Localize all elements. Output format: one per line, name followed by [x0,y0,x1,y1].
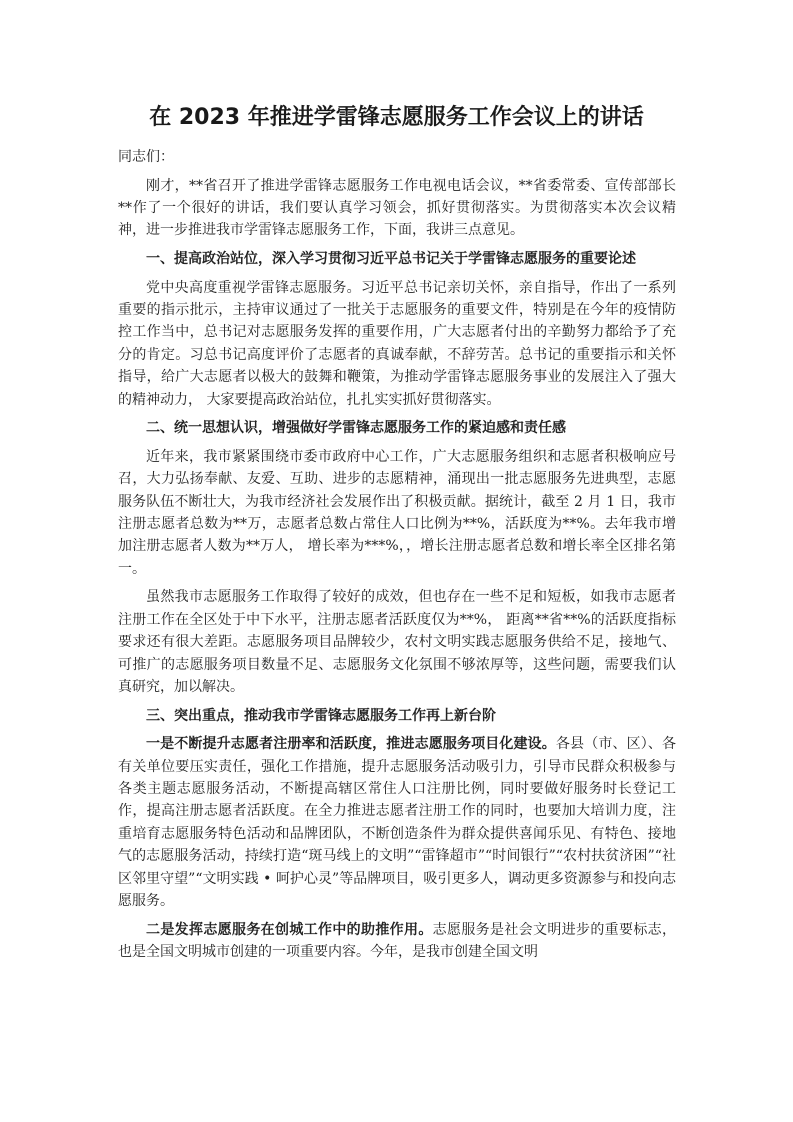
section-2-heading: 二、统一思想认识，增强做好学雷锋志愿服务工作的紧迫感和责任感 [146,420,566,437]
section-3-item-1-text: 各县（市、区）、各有关单位要压实责任，强化工作措施，提升志愿服务活动吸引力，引导市民群众积极参与各类主题志愿服务活动，不断提高辖区常住人口注册比例，同时要做好服务时长登记工作，提高注册志愿者活跃度。在全力推进志愿者注册工作的同时，也要加大培训力度，注重培育志愿服务特色活动和品牌团队，不断创造条件为群众提供喜闻乐见、有特色、接地气的志愿服务活动，持续打造“斑马线上的文明”“雷锋超市”“时间银行”“农村扶贫济困”“社区邻里守望”“文明实践 • 呵护心灵”等品牌项目，吸引更多人，调动更多资源参与和投向志愿服务。 [118,736,677,910]
section-2-paragraph-2: 虽然我市志愿服务工作取得了较好的成效，但也存在一些不足和短板，如我市志愿者注册工作在全区处于中下水平，注册志愿者活跃度仅为**%， 距离**省**%的活跃度指标要求还有很大差距。志愿服务项目品牌较少，农村文明实践志愿服务供给不足，接地气、可推广的志愿服务项目数量不足、志愿服务文化氛围不够浓厚等，这些问题，需要我们认真研究，加以解决。 [118,589,676,696]
section-3-item-2-lead: 二是发挥志愿服务在创城工作中的助推作用。 [146,921,433,938]
section-3-item-1 [118,733,676,912]
section-3-item-2 [118,919,676,964]
section-2-paragraph-1: 近年来，我市紧紧围绕市委市政府中心工作，广大志愿服务组织和志愿者积极响应号召，大力弘扬奉献、友爱、互助、进步的志愿精神，涌现出一批志愿服务先进典型，志愿服务队伍不断壮大，为我市经济社会发展作出了积极贡献。据统计，截至 2 月 1 日，我市注册志愿者总数为**万，志愿者总数占常住人口比例为**%，活跃度为**%。去年我市增加注册志愿者人数为**万人， 增长率为***%，，增长注册志愿者总数和增长率全区排名第一。 [118,448,676,577]
opening-paragraph: 刚才，**省召开了推进学雷锋志愿服务工作电视电话会议，**省委常委、宣传部部长**作了一个很好的讲话，我们要认真学习领会，抓好贯彻落实。为贯彻落实本次会议精神，进一步推进我市学雷锋志愿服务工作，下面，我讲三点意见。 [118,177,676,239]
section-3-item-2-text: 志愿服务是社会文明进步的重要标志，也是全国文明城市创建的一项重要内容。今年，是我市创建全国文明 [118,921,677,961]
document-body [118,146,676,970]
section-1-paragraph: 党中央高度重视学雷锋志愿服务。习近平总书记亲切关怀，亲自指导，作出了一系列重要的指示批示，主持审议通过了一批关于志愿服务的重要文件，特别是在今年的疫情防控工作当中，总书记对志愿服务发挥的重要作用，广大志愿者付出的辛勤努力都给予了充分的肯定。习总书记高度评价了志愿者的真诚奉献，不辞劳苦。总书记的重要指示和关怀指导，给广大志愿者以极大的鼓舞和鞭策，为推动学雷锋志愿服务事业的发展注入了强大的精神动力， 大家要提高政治站位，扎扎实实抓好贯彻落实。 [118,279,676,408]
page-title: 在 2023 年推进学雷锋志愿服务工作会议上的讲话 [149,105,644,130]
section-3-item-1-lead: 一是不断提升志愿者注册率和活跃度，推进志愿服务项目化建设。 [146,736,556,753]
salutation: 同志们： [118,149,174,165]
section-1-heading: 一、提高政治站位，深入学习贯彻习近平总书记关于学雷锋志愿服务的重要论述 [146,251,636,267]
section-3-heading: 三、突出重点，推动我市学雷锋志愿服务工作再上新台阶 [146,707,496,724]
